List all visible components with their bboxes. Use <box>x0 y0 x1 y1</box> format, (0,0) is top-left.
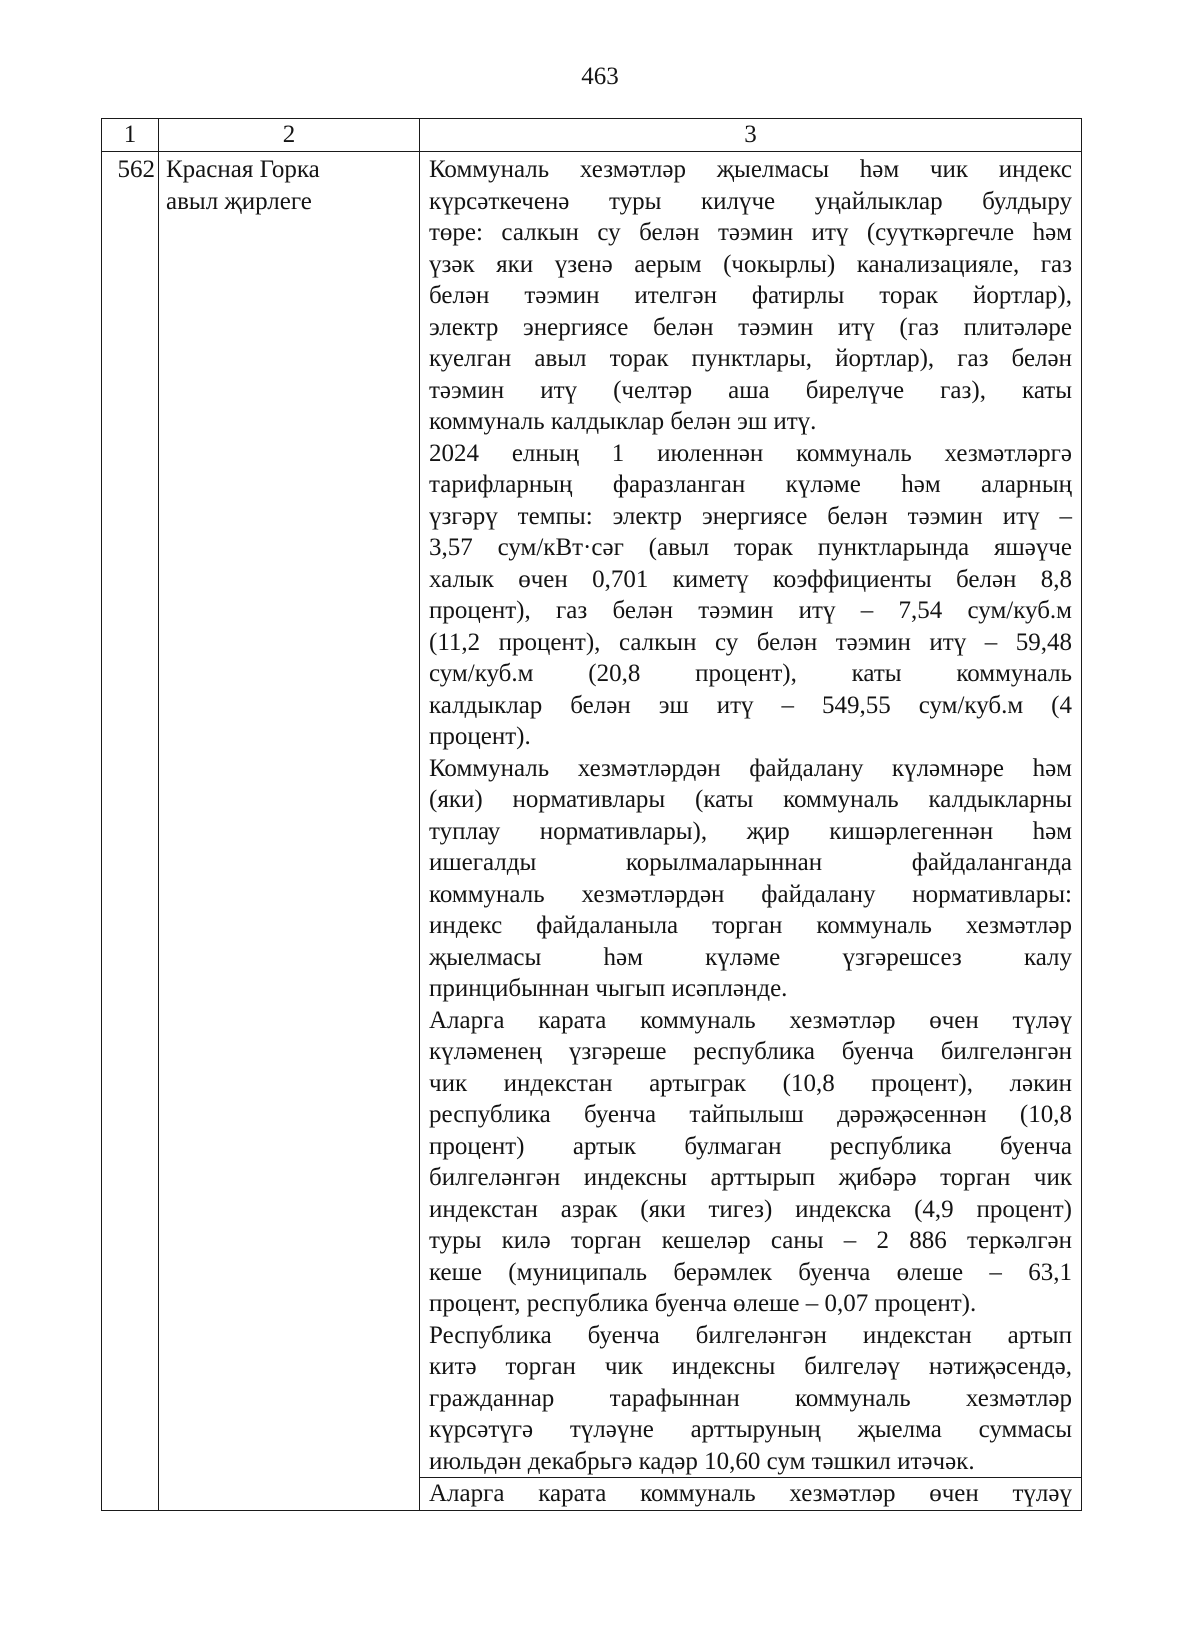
paragraph-line: китә торган чик индексны билгеләү нәтиҗәсендә, <box>429 1353 1072 1380</box>
document-table <box>101 118 1082 1511</box>
paragraph-line: күрсәтүгә түләүне арттыруның җыелма суммасы <box>429 1416 1072 1443</box>
paragraph-line: ишегалды корылмаларыннан файдаланганда <box>429 849 1072 876</box>
paragraph <box>420 1477 1081 1510</box>
paragraph-line: процент), газ белән тәэмин итү – 7,54 сум/куб.м <box>429 597 1072 624</box>
settlement-name <box>159 152 420 1511</box>
page-number: 463 <box>581 63 619 90</box>
paragraph-line: калдыклар белән эш итү – 549,55 сум/куб.м (4 <box>429 691 1072 719</box>
paragraph-line: халык өчен 0,701 киметү коэффициенты белән 8,8 <box>429 565 1072 593</box>
paragraph-line: билгеләнгән индексны арттырып җибәрә торган чик <box>429 1164 1072 1191</box>
description-cell <box>420 152 1082 1511</box>
paragraph-line: 2024 елның 1 июленнән коммуналь хезмәтләргә <box>429 439 1072 467</box>
paragraph-line: республика буенча тайпылыш дәрәҗәсеннән (10,8 <box>429 1101 1072 1128</box>
paragraph-line: процент). <box>429 723 531 750</box>
paragraph-line: электр энергиясе белән тәэмин итү (газ плитәләре <box>429 313 1072 341</box>
paragraph <box>429 154 1072 438</box>
paragraph-line: коммуналь хезмәтләрдән файдалану нормативлары: <box>429 880 1072 908</box>
paragraph-line: Коммуналь хезмәтләрдән файдалану күләмнәре һәм <box>429 754 1072 782</box>
column-header-2: 2 <box>159 119 420 152</box>
settlement-name-line: Красная Горка <box>166 156 320 183</box>
paragraph-line: июльдән декабрьгә кадәр 10,60 сум тәшкил итәчәк. <box>429 1447 975 1475</box>
paragraph-line: Республика буенча билгеләнгән индекстан артып <box>429 1321 1072 1349</box>
column-header-1: 1 <box>102 119 159 152</box>
paragraph-line: үзгәрү темпы: электр энергиясе белән тәэмин итү – <box>429 502 1072 530</box>
paragraph-line: 3,57 сум/кВт·сәг (авыл торак пунктларында яшәүче <box>429 534 1072 561</box>
row-number: 562 <box>102 152 159 1511</box>
paragraph <box>429 438 1072 753</box>
paragraph-line: процент, республика буенча өлеше – 0,07 процент). <box>429 1290 977 1317</box>
paragraph-line: чик индекстан артыграк (10,8 процент), ләкин <box>429 1069 1072 1097</box>
table-header-row <box>102 119 1082 152</box>
paragraph-line: Аларга карата коммуналь хезмәтләр өчен түләү <box>429 1480 1072 1507</box>
paragraph-line: үзәк яки үзенә аерым (чокырлы) канализацияле, газ <box>429 250 1072 278</box>
paragraph-line: гражданнар тарафыннан коммуналь хезмәтләр <box>429 1384 1072 1412</box>
paragraph-line: җыелмасы һәм күләме үзгәрешсез калу <box>429 943 1072 971</box>
paragraph-line: индекстан азрак (яки тигез) индекска (4,9 процент) <box>429 1195 1072 1223</box>
paragraph <box>429 753 1072 1005</box>
paragraph-line: Аларга карата коммуналь хезмәтләр өчен түләү <box>429 1006 1072 1034</box>
paragraph-line: тәэмин итү (челтәр аша бирелүче газ), каты <box>429 376 1072 404</box>
paragraph-line: принцибыннан чыгып исәпләнде. <box>429 975 788 1002</box>
paragraph-line: төре: салкын су белән тәэмин итү (суүткәргечле һәм <box>429 219 1072 246</box>
paragraph-line: туплау нормативлары), җир кишәрлегеннән һәм <box>429 817 1072 845</box>
settlement-name-line: авыл җирлеге <box>166 188 312 215</box>
paragraph <box>429 1005 1072 1320</box>
paragraph-line: тарифларның фаразланган күләме һәм аларның <box>429 471 1072 498</box>
paragraph-line: белән тәэмин ителгән фатирлы торак йортлар), <box>429 282 1072 309</box>
paragraph <box>429 1320 1072 1478</box>
paragraph-line: (11,2 процент), салкын су белән тәэмин итү – 59,48 <box>429 628 1072 656</box>
paragraph-line: коммуналь калдыклар белән эш итү. <box>429 408 817 435</box>
paragraph-line: индекс файдаланыла торган коммуналь хезмәтләр <box>429 912 1072 939</box>
paragraph-line: күрсәткеченә туры килүче уңайлыклар булдыру <box>429 187 1072 215</box>
paragraph-line: туры килә торган кешеләр саны – 2 886 теркәлгән <box>429 1227 1072 1254</box>
paragraph-line: (яки) нормативлары (каты коммуналь калдыкларны <box>429 786 1072 813</box>
paragraph-line: күләменең үзгәреше республика буенча билгеләнгән <box>429 1038 1072 1065</box>
paragraph-line: куелган авыл торак пунктлары, йортлар), газ белән <box>429 345 1072 372</box>
paragraph-line: кеше (муниципаль берәмлек буенча өлеше – 63,1 <box>429 1258 1072 1286</box>
paragraph-line: процент) артык булмаган республика буенча <box>429 1132 1072 1160</box>
table-row <box>102 152 1082 1511</box>
paragraph-line: сум/куб.м (20,8 процент), каты коммуналь <box>429 660 1072 687</box>
column-header-3: 3 <box>420 119 1082 152</box>
paragraph-line: Коммуналь хезмәтләр җыелмасы һәм чик индекс <box>429 156 1072 183</box>
